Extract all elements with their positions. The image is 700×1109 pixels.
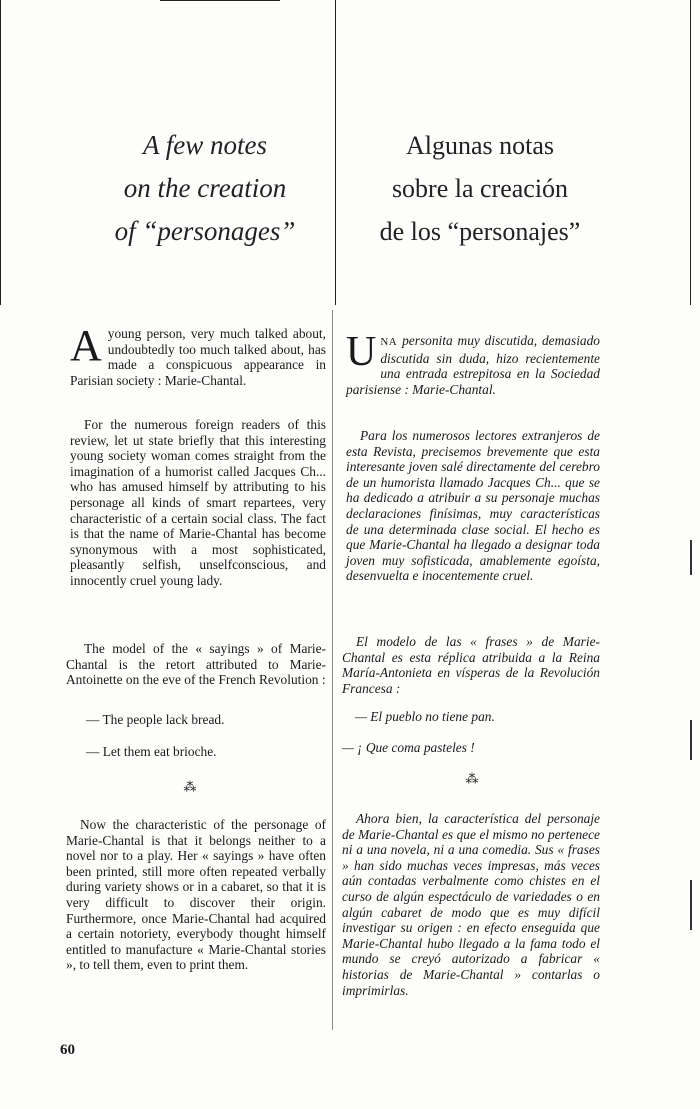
en-p4-text: Now the characteristic of the personage of Marie-Chantal is that it belongs neither to a novel nor to a play. Her « sayings » have often been printed, still more often repeated verbally during variety shows or in a cabaret, so that it is very difficult to discover their origin. Furthermore, once Marie-Chantal had acquired a certain notoriety, everybody thought himself entitled to manufacture « Marie-Chantal stories », to tell them, even to print them. <box>66 817 326 973</box>
en-dialog-2: — Let them eat brioche. <box>86 744 217 759</box>
title-es-line: de los “personajes” <box>379 217 581 246</box>
en-paragraph-2 <box>70 417 326 589</box>
title-en-line: A few notes <box>143 130 267 160</box>
es-dialog-1: — El pueblo no tiene pan. <box>355 709 495 724</box>
es-paragraph-1 <box>346 329 600 397</box>
en-dropcap: A <box>70 321 102 370</box>
en-p1-text: young person, very much talked about, undoubtedly too much talked about, has made a conspicuous appearance in Parisian society : Marie-Chantal. <box>70 326 326 388</box>
es-p1-text: personita muy discutida, demasiado discutida sin duda, hizo recientemente una entrada estrepitosa en la Sociedad parisiense : Marie-Chantal. <box>346 333 600 397</box>
top-rule <box>160 0 280 1</box>
title-english <box>60 124 350 253</box>
right-edge-bar <box>690 540 692 575</box>
en-p2-text: For the numerous foreign readers of this review, let ut state briefly that this interesting young society woman comes straight from the imagination of a humorist called Jacques Ch... who has amused himself by attributing to his personage all kinds of smart repartees, very characteristic of a certain social class. The fact is that the name of Marie-Chantal has become synonymous with a most sophisticated, pleasantly selfish, unselfconscious, and innocently cruel young lady. <box>70 417 326 588</box>
en-paragraph-1 <box>70 321 326 388</box>
section-separator: ⁂ <box>465 772 479 787</box>
es-p1-caps: NA <box>380 336 398 348</box>
es-dialog-2: — ¡ Que coma pasteles ! <box>342 740 475 755</box>
page-number: 60 <box>60 1042 75 1058</box>
es-p3-text: El modelo de las « frases » de Marie-Chantal es esta réplica atribuida a la Reina María-Antonieta en vísperas de la Revolución Francesa : <box>342 634 600 696</box>
es-paragraph-3 <box>342 634 600 696</box>
en-dialog-1: — The people lack bread. <box>86 712 225 727</box>
title-en-line: of “personages” <box>114 216 296 246</box>
title-spanish <box>345 124 615 253</box>
right-margin-rule-top <box>690 0 691 305</box>
column-divider <box>332 310 333 1030</box>
en-paragraph-3 <box>66 641 326 688</box>
es-paragraph-2 <box>346 428 600 584</box>
es-dropcap: U <box>346 329 377 375</box>
right-edge-bar <box>690 720 692 760</box>
title-es-line: sobre la creación <box>391 174 569 203</box>
title-es-line: Algunas notas <box>405 131 555 160</box>
right-edge-bar <box>690 880 692 930</box>
title-en-line: on the creation <box>123 173 287 203</box>
en-paragraph-4 <box>66 817 326 973</box>
es-p2-text: Para los numerosos lectores extranjeros de esta Revista, precisemos brevemente que esta interesante joven salé directamente del cerebro de un humorista llamado Jacques Ch... que se ha dedicado a atribuir a su personaje muchas declaraciones finísimas, muy características de una determinada clase social. El hecho es que Marie-Chantal ha llegado a designar toda joven muy sofisticada, amablemente egoísta, desenvuelta e inocentemente cruel. <box>346 428 600 584</box>
left-margin-rule <box>0 0 1 305</box>
es-paragraph-4 <box>342 811 600 998</box>
en-p3-text: The model of the « sayings » of Marie-Chantal is the retort attributed to Marie-Antoinette on the eve of the French Revolution : <box>66 641 326 688</box>
es-p4-text: Ahora bien, la característica del personaje de Marie-Chantal es que el mismo no pertenece ni a una novela, ni a una comedia. Sus « frases » han sido muchas veces impresas, más veces aún contadas verbalmente como chistes en el curso de algún espectáculo de variedades o en algún cabaret de modo que es muy difícil investigar su origen : en efecto enseguida que Marie-Chantal hubo llegado a la fama todo el mundo se creyó autorizado a fabricar « historias de Marie-Chantal » contarlas o imprimirlas. <box>342 811 600 998</box>
section-separator: ⁂ <box>183 780 197 795</box>
